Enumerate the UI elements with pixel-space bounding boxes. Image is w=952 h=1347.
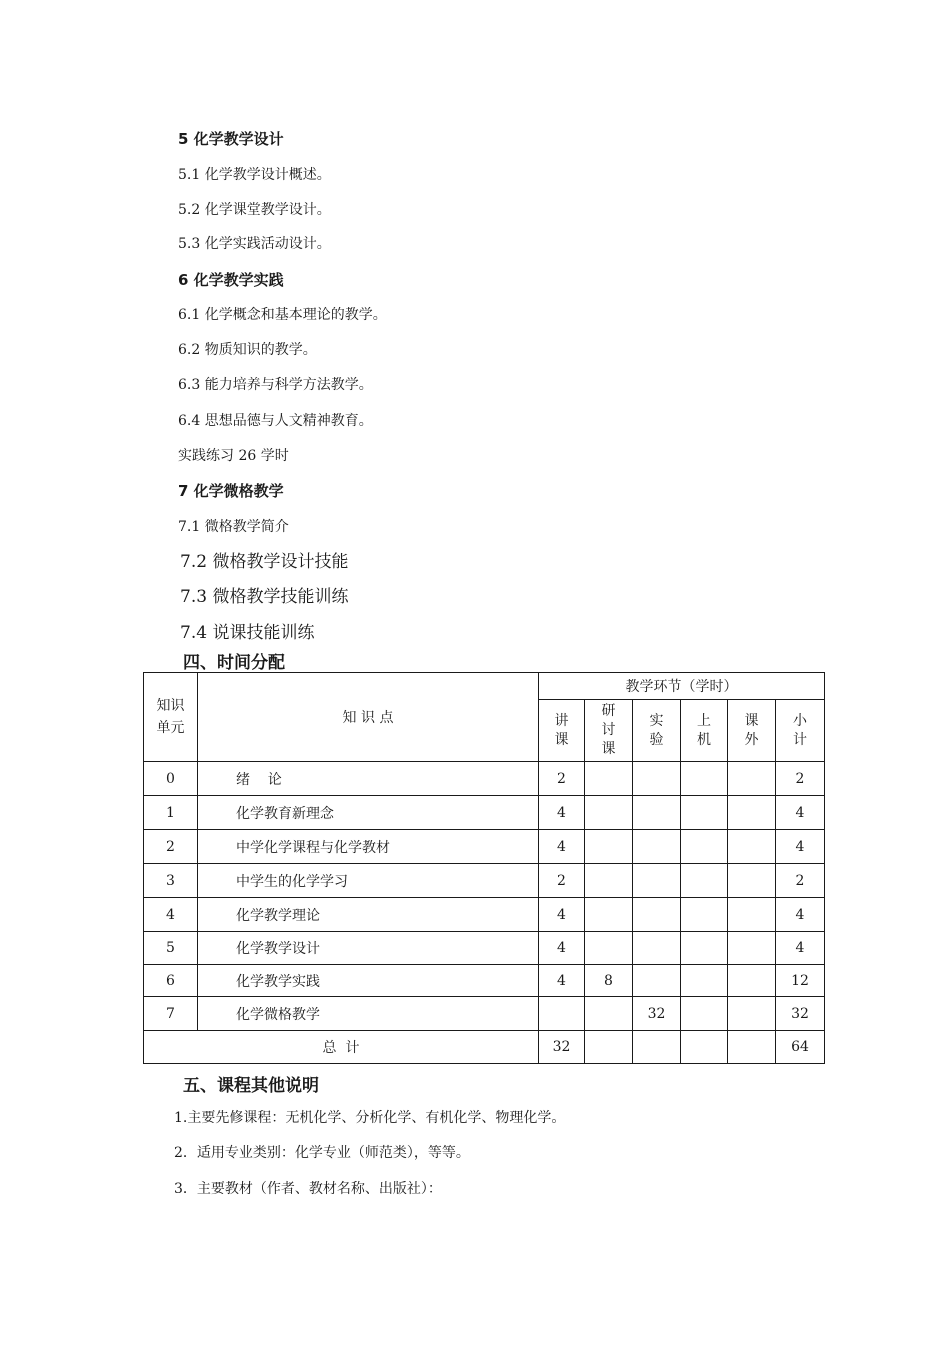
table-row: [144, 830, 825, 864]
cell-extra: [728, 796, 776, 830]
cell-lab: [633, 1031, 681, 1064]
cell-lab: [633, 864, 681, 898]
cell-subtotal: 4: [776, 898, 825, 932]
header-knowledge: 知 识 点: [198, 673, 539, 762]
note-item: 2．适用专业类别：化学专业（师范类），等等。: [174, 1145, 470, 1161]
cell-extra: [728, 830, 776, 864]
table-row: [144, 864, 825, 898]
cell-topic: 化学微格教学: [198, 997, 539, 1031]
cell-unit: 0: [144, 762, 198, 796]
cell-extra: [728, 932, 776, 965]
cell-seminar: [585, 1031, 633, 1064]
list-item: 7.4 说课技能训练: [180, 623, 315, 643]
cell-total-label: 总 计: [144, 1031, 539, 1064]
cell-extra: [728, 965, 776, 997]
cell-lab: [633, 898, 681, 932]
cell-unit: 6: [144, 965, 198, 997]
cell-extra: [728, 762, 776, 796]
list-item: 6.4 思想品德与人文精神教育。: [178, 413, 373, 429]
cell-seminar: 8: [585, 965, 633, 997]
cell-lecture: 4: [539, 898, 585, 932]
cell-seminar: [585, 864, 633, 898]
table-row: [144, 762, 825, 796]
cell-topic: 绪 论: [198, 762, 539, 796]
time-allocation-heading: 四、时间分配: [183, 653, 285, 673]
table-total-row: [144, 1031, 825, 1064]
cell-computer: [681, 830, 728, 864]
cell-lab: [633, 762, 681, 796]
note-item: 3．主要教材（作者、教材名称、出版社）：: [174, 1181, 442, 1197]
list-item: 7.2 微格教学设计技能: [180, 552, 349, 572]
header-subtotal: 小计: [776, 700, 825, 762]
cell-computer: [681, 762, 728, 796]
list-item: 6.1 化学概念和基本理论的教学。: [178, 307, 387, 323]
cell-computer: [681, 864, 728, 898]
cell-computer: [681, 898, 728, 932]
table-row: [144, 796, 825, 830]
cell-computer: [681, 1031, 728, 1064]
cell-computer: [681, 796, 728, 830]
cell-unit: 5: [144, 932, 198, 965]
header-teaching-group: 教学环节（学时）: [539, 673, 825, 700]
header-computer: 上机: [681, 700, 728, 762]
cell-seminar: [585, 997, 633, 1031]
cell-topic: 中学化学课程与化学教材: [198, 830, 539, 864]
cell-extra: [728, 898, 776, 932]
list-item: 5.1 化学教学设计概述。: [178, 167, 331, 183]
cell-seminar: [585, 796, 633, 830]
list-item: 7.1 微格教学简介: [178, 519, 289, 535]
header-lecture: 讲课: [539, 700, 585, 762]
cell-topic: 化学教学理论: [198, 898, 539, 932]
cell-topic: 化学教学实践: [198, 965, 539, 997]
list-item: 5.3 化学实践活动设计。: [178, 236, 331, 252]
other-notes-heading: 五、课程其他说明: [183, 1076, 319, 1096]
cell-lecture: 32: [539, 1031, 585, 1064]
cell-unit: 3: [144, 864, 198, 898]
cell-lab: [633, 932, 681, 965]
time-allocation-table: [143, 672, 825, 1064]
cell-topic: 化学教育新理念: [198, 796, 539, 830]
table-row: [144, 898, 825, 932]
table-row: [144, 965, 825, 997]
header-unit: 知识单元: [144, 673, 198, 762]
cell-lecture: 4: [539, 830, 585, 864]
cell-extra: [728, 864, 776, 898]
table-header-row: [144, 673, 825, 700]
cell-unit: 4: [144, 898, 198, 932]
cell-topic: 中学生的化学学习: [198, 864, 539, 898]
cell-extra: [728, 997, 776, 1031]
list-item: 7.3 微格教学技能训练: [180, 587, 349, 607]
cell-extra: [728, 1031, 776, 1064]
table-row: [144, 997, 825, 1031]
cell-computer: [681, 965, 728, 997]
cell-computer: [681, 932, 728, 965]
table-row: [144, 932, 825, 965]
list-item: 5.2 化学课堂教学设计。: [178, 202, 331, 218]
cell-subtotal: 64: [776, 1031, 825, 1064]
cell-subtotal: 4: [776, 796, 825, 830]
cell-subtotal: 4: [776, 830, 825, 864]
cell-subtotal: 4: [776, 932, 825, 965]
cell-unit: 7: [144, 997, 198, 1031]
cell-seminar: [585, 898, 633, 932]
section-heading: 5 化学教学设计: [178, 130, 284, 148]
cell-unit: 2: [144, 830, 198, 864]
list-item: 6.3 能力培养与科学方法教学。: [178, 377, 373, 393]
cell-subtotal: 2: [776, 762, 825, 796]
cell-lab: 32: [633, 997, 681, 1031]
cell-lecture: 2: [539, 762, 585, 796]
cell-lab: [633, 796, 681, 830]
cell-lecture: 4: [539, 965, 585, 997]
cell-lecture: 4: [539, 796, 585, 830]
cell-seminar: [585, 830, 633, 864]
header-lab: 实验: [633, 700, 681, 762]
cell-computer: [681, 997, 728, 1031]
header-extracurricular: 课外: [728, 700, 776, 762]
cell-subtotal: 2: [776, 864, 825, 898]
cell-seminar: [585, 932, 633, 965]
cell-lecture: 4: [539, 932, 585, 965]
list-item: 6.2 物质知识的教学。: [178, 342, 317, 358]
cell-lab: [633, 830, 681, 864]
cell-lecture: 2: [539, 864, 585, 898]
note-item: 1.主要先修课程：无机化学、分析化学、有机化学、物理化学。: [174, 1110, 566, 1126]
section-heading: 6 化学教学实践: [178, 271, 284, 289]
cell-subtotal: 12: [776, 965, 825, 997]
cell-subtotal: 32: [776, 997, 825, 1031]
cell-unit: 1: [144, 796, 198, 830]
cell-lab: [633, 965, 681, 997]
practice-note: 实践练习 26 学时: [178, 448, 289, 464]
cell-topic: 化学教学设计: [198, 932, 539, 965]
section-heading: 7 化学微格教学: [178, 482, 284, 500]
cell-seminar: [585, 762, 633, 796]
header-seminar: 研讨课: [585, 700, 633, 762]
cell-lecture: [539, 997, 585, 1031]
